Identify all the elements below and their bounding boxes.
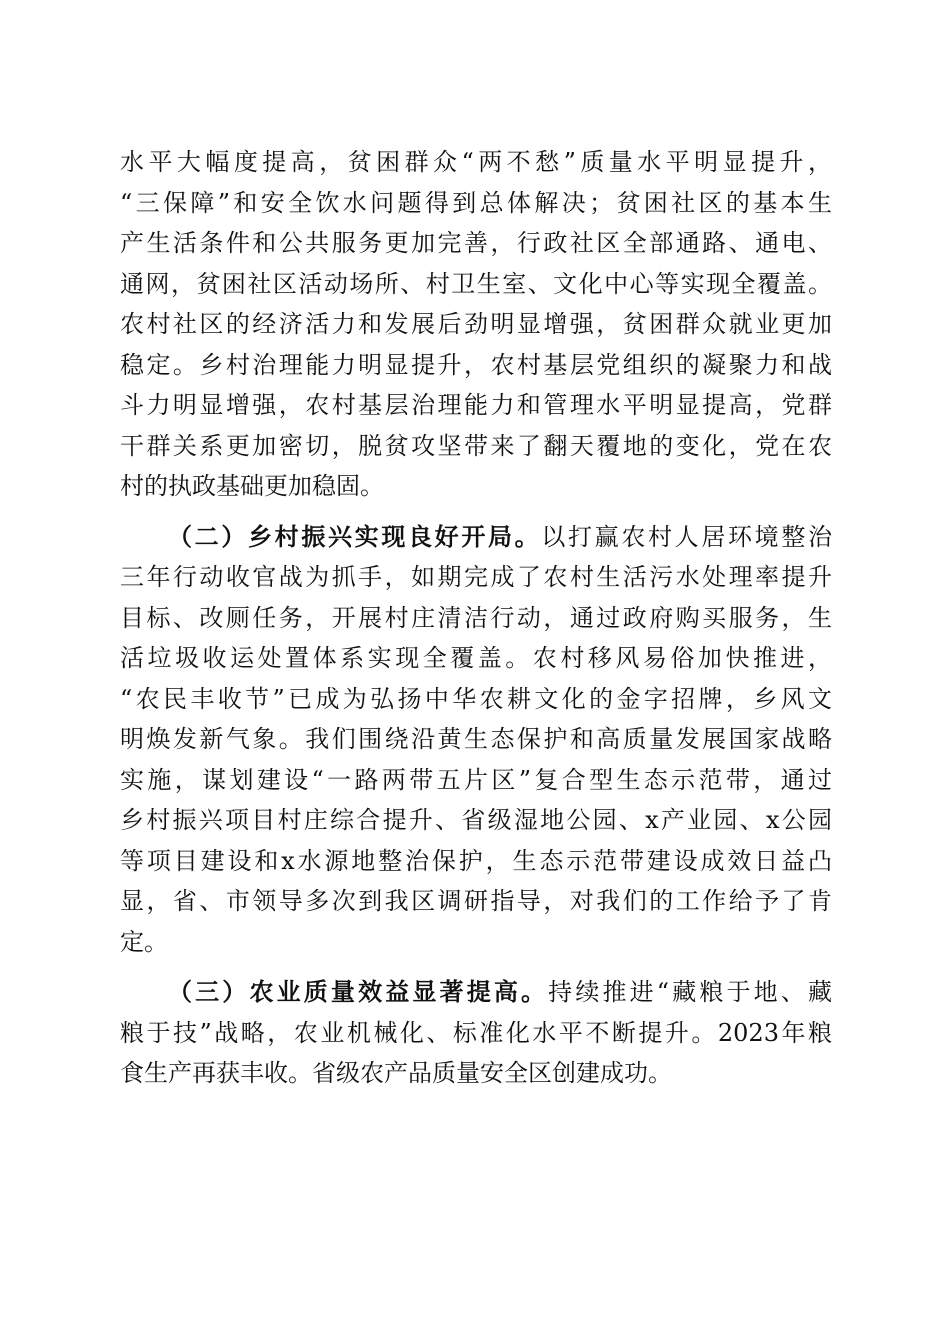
paragraph-3	[120, 972, 832, 1094]
text-line: 实施，谋划建设“一路两带五片区”复合型生态示范带，通过	[120, 765, 832, 794]
text-line: 干群关系更加密切，脱贫攻坚带来了翻天覆地的变化，党在农	[120, 431, 832, 460]
text-line: “农民丰收节”已成为弘扬中华农耕文化的金字招牌，乡风文	[120, 684, 832, 713]
text-line: 产生活条件和公共服务更加完善，行政社区全部通路、通电、	[120, 229, 832, 257]
text-segment: 持续推进“藏粮于地、藏	[548, 978, 832, 1006]
text-line: 明焕发新气象。我们围绕沿黄生态保护和高质量发展国家战略	[120, 725, 832, 753]
text-line: 粮于技”战略，农业机械化、标准化水平不断提升。2023年粮	[120, 1018, 832, 1047]
text-line: 斗力明显增强，农村基层治理能力和管理水平明显提高，党群	[120, 391, 832, 419]
section-heading: （二）乡村振兴实现良好开局。	[168, 521, 542, 551]
paragraph-first-line	[120, 517, 832, 558]
text-segment: 以打赢农村人居环境整治	[541, 522, 833, 551]
text-line: 定。	[120, 927, 168, 956]
text-line: 通网，贫困社区活动场所、村卫生室、文化中心等实现全覆盖。	[120, 269, 832, 298]
paragraph-1	[120, 142, 832, 507]
text-line: 农村社区的经济活力和发展后劲明显增强，贫困群众就业更加	[120, 310, 832, 338]
text-line: 活垃圾收运处置体系实现全覆盖。农村移风易俗加快推进，	[120, 644, 832, 672]
text-line: 水平大幅度提高，贫困群众“两不愁”质量水平明显提升，	[120, 148, 832, 176]
paragraph-2	[120, 517, 832, 963]
text-line: 三年行动收官战为抓手，如期完成了农村生活污水处理率提升	[120, 563, 832, 591]
document-body	[120, 142, 832, 1094]
text-line: 食生产再获丰收。省级农产品质量安全区创建成功。	[120, 1059, 672, 1087]
text-line: 乡村振兴项目村庄综合提升、省级湿地公园、x产业园、x公园	[120, 806, 832, 834]
text-line: 目标、改厕任务，开展村庄清洁行动，通过政府购买服务，生	[120, 603, 832, 632]
text-line: 稳定。乡村治理能力明显提升，农村基层党组织的凝聚力和战	[120, 350, 832, 379]
text-line: 村的执政基础更加稳固。	[120, 472, 384, 500]
paragraph-first-line	[120, 972, 832, 1013]
text-line: 等项目建设和x水源地整治保护，生态示范带建设成效日益凸	[120, 846, 832, 875]
text-line: “三保障”和安全饮水问题得到总体解决；贫困社区的基本生	[120, 188, 832, 217]
section-heading: （三）农业质量效益显著提高。	[168, 977, 549, 1006]
text-line: 显，省、市领导多次到我区调研指导，对我们的工作给予了肯	[120, 887, 832, 915]
